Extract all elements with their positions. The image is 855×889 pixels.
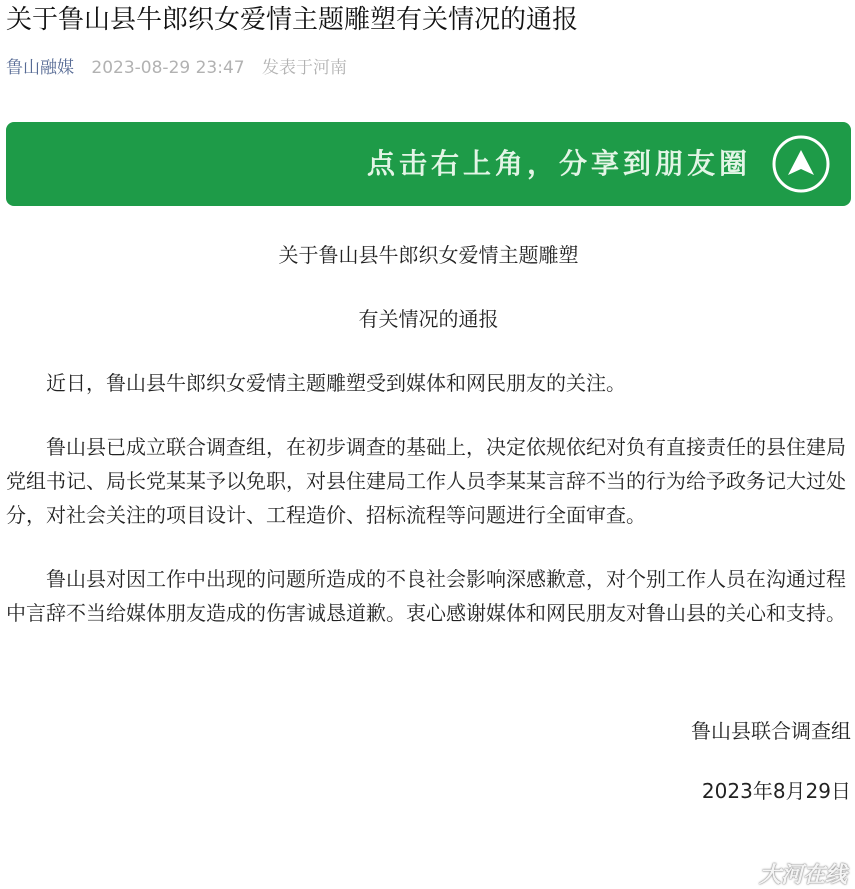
body-heading-line2: 有关情况的通报 [358,307,499,331]
publish-time: 2023-08-29 23:47 [91,58,245,78]
signature-date: 2023年8月29日 [701,779,851,803]
article-body [6,238,851,808]
share-banner-text: 点击右上角，分享到朋友圈 [366,147,751,180]
body-heading-line1: 关于鲁山县牛郎织女爱情主题雕塑 [278,243,579,267]
article-meta [6,56,347,80]
publish-location: 发表于河南 [262,58,348,78]
up-arrow-circle-icon [771,134,831,194]
account-name-link[interactable]: 鲁山融媒 [6,58,74,78]
watermark-text: 大河在线 [758,862,847,888]
watermark [729,858,847,888]
body-paragraph-1: 近日，鲁山县牛郎织女爱情主题雕塑受到媒体和网民朋友的关注。 [46,371,626,395]
signature: 鲁山县联合调查组 [691,719,851,743]
share-banner[interactable] [6,122,851,206]
body-paragraph-3: 鲁山县对因工作中出现的问题所造成的不良社会影响深感歉意，对个别工作人员在沟通过程中言辞不当给媒体朋友造成的伤害诚恳道歉。衷心感谢媒体和网民朋友对鲁山县的关心和支持。 [6,567,846,625]
body-paragraph-2: 鲁山县已成立联合调查组，在初步调查的基础上，决定依规依纪对负有直接责任的县住建局党组书记、局长党某某予以免职，对县住建局工作人员李某某言辞不当的行为给予政务记大过处分，对社会关注的项目设计、工程造价、招标流程等问题进行全面审查。 [6,435,846,527]
article-title: 关于鲁山县牛郎织女爱情主题雕塑有关情况的通报 [6,5,579,35]
watermark-logo-icon [729,860,755,886]
